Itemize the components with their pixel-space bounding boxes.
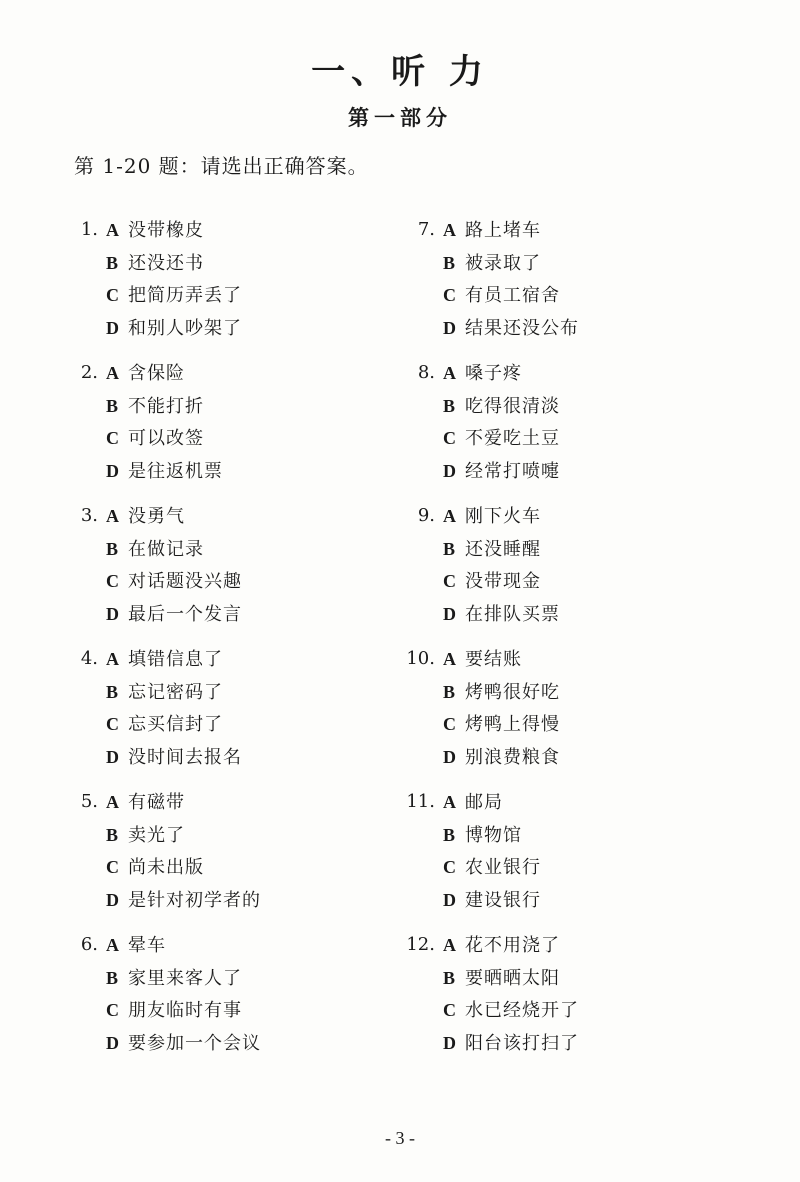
question-number: 1. [80, 219, 98, 240]
option-letter: C [106, 285, 119, 305]
option-text: 卖光了 [128, 824, 185, 846]
option-text: 经常打喷嚏 [465, 460, 560, 482]
instruction-text: 第 1-20 题：请选出正确答案。 [74, 154, 369, 178]
question-number: 11. [406, 791, 435, 812]
option-text: 最后一个发言 [128, 603, 242, 625]
option-letter: D [443, 889, 456, 910]
option-letter: A [443, 363, 456, 383]
option-text: 水已经烧开了 [465, 1000, 579, 1021]
option-text: 家里来客人了 [128, 967, 242, 989]
option-text: 不能打折 [128, 395, 204, 417]
option-text: 没时间去报名 [128, 746, 242, 768]
option-letter: C [443, 428, 456, 448]
option-text: 在做记录 [128, 538, 204, 560]
option-text: 在排队买票 [465, 603, 560, 625]
question-number: 5. [80, 791, 98, 812]
option-text: 朋友临时有事 [128, 1000, 242, 1021]
option-text: 刚下火车 [465, 506, 541, 527]
option-text: 晕车 [128, 935, 166, 956]
option-letter: C [106, 714, 119, 734]
option-text: 结果还没公布 [465, 317, 579, 339]
question-8 [417, 357, 783, 487]
question-9 [417, 500, 783, 630]
option-letter: B [443, 967, 456, 988]
option-letter: D [106, 317, 119, 338]
option-letter: C [106, 857, 119, 877]
option-text: 烤鸭很好吃 [465, 681, 560, 703]
option-letter: B [443, 395, 456, 416]
option-text: 路上堵车 [465, 220, 541, 241]
option-text: 没带橡皮 [128, 220, 204, 241]
option-text: 烤鸭上得慢 [465, 714, 560, 735]
option-text: 被录取了 [465, 252, 541, 274]
option-letter: A [443, 792, 456, 812]
option-letter: B [106, 681, 119, 702]
option-text: 还没睡醒 [465, 538, 541, 560]
option-text: 还没还书 [128, 252, 204, 274]
question-number: 2. [80, 362, 98, 383]
option-letter: B [106, 395, 119, 416]
question-number: 9. [417, 505, 435, 526]
option-text: 没带现金 [465, 571, 541, 592]
option-letter: D [443, 746, 456, 767]
question-number: 6. [80, 934, 98, 955]
option-letter: C [443, 714, 456, 734]
option-letter: C [443, 857, 456, 877]
option-text: 建设银行 [465, 889, 541, 911]
option-letter: A [443, 649, 456, 669]
option-text: 忘买信封了 [128, 714, 223, 735]
option-text: 吃得很清淡 [465, 395, 560, 417]
option-letter: C [106, 571, 119, 591]
option-text: 尚未出版 [128, 857, 204, 878]
question-number: 4. [80, 648, 98, 669]
section-title: 一、听 力 [311, 52, 489, 92]
option-letter: D [443, 460, 456, 481]
option-text: 有员工宿舍 [465, 285, 560, 306]
option-letter: D [106, 889, 119, 910]
question-10 [406, 643, 783, 773]
option-text: 是往返机票 [128, 460, 223, 482]
option-text: 对话题没兴趣 [128, 571, 242, 592]
option-letter: C [443, 285, 456, 305]
option-letter: A [106, 649, 119, 669]
option-text: 嗓子疼 [465, 363, 522, 384]
option-text: 把简历弄丢了 [128, 285, 242, 306]
option-letter: A [106, 935, 119, 955]
option-letter: A [106, 363, 119, 383]
option-text: 填错信息了 [128, 649, 223, 670]
part-title: 第一部分 [348, 105, 452, 130]
option-text: 有磁带 [128, 792, 185, 813]
question-number: 10. [406, 648, 435, 669]
option-text: 含保险 [128, 363, 185, 384]
option-text: 农业银行 [465, 857, 541, 878]
question-number: 7. [417, 219, 435, 240]
option-text: 可以改签 [128, 428, 204, 449]
option-text: 要参加一个会议 [128, 1032, 261, 1054]
option-letter: A [443, 935, 456, 955]
option-letter: A [106, 220, 119, 240]
option-text: 博物馆 [465, 824, 522, 846]
option-text: 花不用浇了 [465, 935, 560, 956]
option-letter: D [443, 1032, 456, 1053]
option-text: 和别人吵架了 [128, 317, 242, 339]
option-letter: D [106, 746, 119, 767]
option-letter: D [106, 460, 119, 481]
option-letter: D [106, 603, 119, 624]
page-number: - 3 - [385, 1128, 415, 1148]
option-letter: D [443, 603, 456, 624]
option-letter: B [443, 681, 456, 702]
option-text: 要晒晒太阳 [465, 967, 560, 989]
question-7 [417, 214, 783, 344]
question-11 [406, 786, 783, 916]
option-letter: B [106, 252, 119, 273]
option-text: 不爱吃土豆 [465, 428, 560, 449]
option-letter: C [106, 428, 119, 448]
option-letter: C [443, 1000, 456, 1020]
option-text: 阳台该打扫了 [465, 1032, 579, 1054]
option-letter: A [106, 506, 119, 526]
option-letter: B [443, 252, 456, 273]
option-text: 邮局 [465, 792, 503, 813]
question-number: 3. [80, 505, 98, 526]
option-letter: B [106, 538, 119, 559]
option-text: 没勇气 [128, 506, 185, 527]
option-letter: B [106, 967, 119, 988]
question-number: 12. [406, 934, 435, 955]
option-letter: A [443, 220, 456, 240]
option-letter: C [443, 571, 456, 591]
option-letter: D [106, 1032, 119, 1053]
option-text: 忘记密码了 [128, 681, 223, 703]
option-letter: A [443, 506, 456, 526]
option-letter: C [106, 1000, 119, 1020]
option-text: 是针对初学者的 [128, 889, 261, 911]
option-letter: B [443, 824, 456, 845]
question-12 [406, 929, 783, 1059]
question-number: 8. [417, 362, 435, 383]
option-text: 别浪费粮食 [465, 746, 560, 768]
option-letter: B [106, 824, 119, 845]
option-letter: D [443, 317, 456, 338]
option-letter: B [443, 538, 456, 559]
option-letter: A [106, 792, 119, 812]
option-text: 要结账 [465, 649, 522, 670]
